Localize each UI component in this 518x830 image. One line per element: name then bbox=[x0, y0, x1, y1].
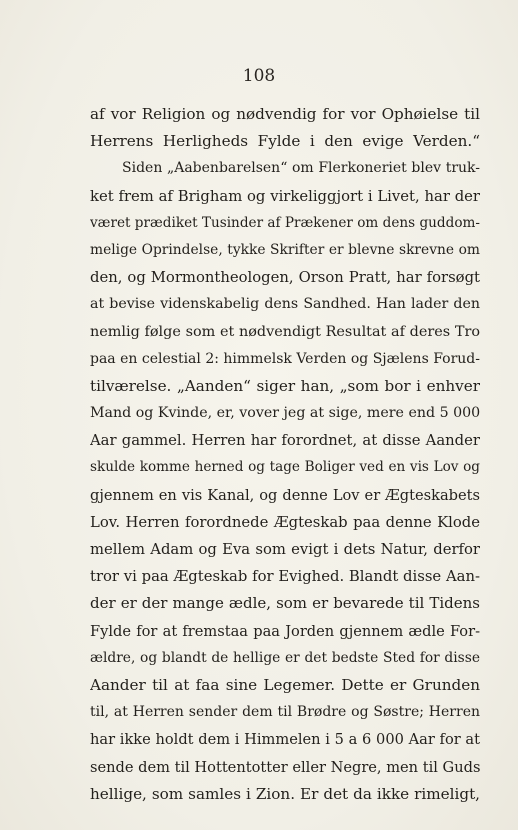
text-line: skulde komme herned og tage Boliger ved en vis Lov og bbox=[90, 459, 480, 476]
text-line: Lov. Herren forordnede Ægteskab paa denne Klode bbox=[90, 513, 480, 531]
body-text bbox=[90, 101, 480, 808]
text-line: Aar gammel. Herren har forordnet, at disse Aander bbox=[90, 432, 480, 450]
text-line: der er der mange ædle, som er bevarede til Tidens bbox=[90, 594, 480, 613]
text-line: sende dem til Hottentotter eller Negre, men til Guds bbox=[90, 758, 480, 776]
text-line: tilværelse. „Aanden“ siger han, „som bor i enhver bbox=[90, 376, 480, 395]
text-line: Mand og Kvinde, er, vover jeg at sige, mere end 5 000 bbox=[90, 405, 480, 422]
text-line: at bevise videnskabelig dens Sandhed. Han lader den bbox=[90, 296, 480, 313]
text-line: den, og Mormontheologen, Orson Pratt, har forsøgt bbox=[90, 269, 480, 287]
text-line: Herrens Herligheds Fylde i den evige Verden.“ bbox=[90, 132, 480, 151]
text-line: Aander til at faa sine Legemer. Dette er Grunden bbox=[90, 675, 480, 694]
text-line: ket frem af Brigham og virkeliggjort i Livet, har der bbox=[90, 187, 480, 205]
text-line: været prædiket Tusinder af Prækener om dens guddom- bbox=[90, 214, 480, 231]
text-line: Fylde for at fremstaa paa Jorden gjennem ædle For- bbox=[90, 622, 480, 640]
text-line: ældre, og blandt de hellige er det bedste Sted for disse bbox=[90, 649, 480, 666]
text-line: paa en celestial 2: himmelsk Verden og Sjælens Forud- bbox=[90, 350, 480, 367]
text-line: til, at Herren sender dem til Brødre og Søstre; Herren bbox=[90, 704, 480, 721]
text-line: nemlig følge som et nødvendigt Resultat af deres Tro bbox=[90, 323, 480, 340]
text-line: har ikke holdt dem i Himmelen i 5 a 6 000 Aar for at bbox=[90, 731, 480, 749]
text-line: mellem Adam og Eva som evigt i dets Natur, derfor bbox=[90, 541, 480, 558]
text-line: melige Oprindelse, tykke Skrifter er blevne skrevne om bbox=[90, 241, 480, 258]
text-line: tror vi paa Ægteskab for Evighed. Blandt disse Aan- bbox=[90, 568, 480, 586]
text-line: af vor Religion og nødvendig for vor Ophøielse til bbox=[90, 105, 480, 123]
text-line: Siden „Aabenbarelsen“ om Flerkoneriet blev truk- bbox=[122, 160, 480, 177]
text-line: hellige, som samles i Zion. Er det da ikke rimeligt, bbox=[90, 784, 480, 803]
page-number: 108 bbox=[242, 66, 276, 86]
text-line: gjennem en vis Kanal, og denne Lov er Ægteskabets bbox=[90, 486, 480, 504]
